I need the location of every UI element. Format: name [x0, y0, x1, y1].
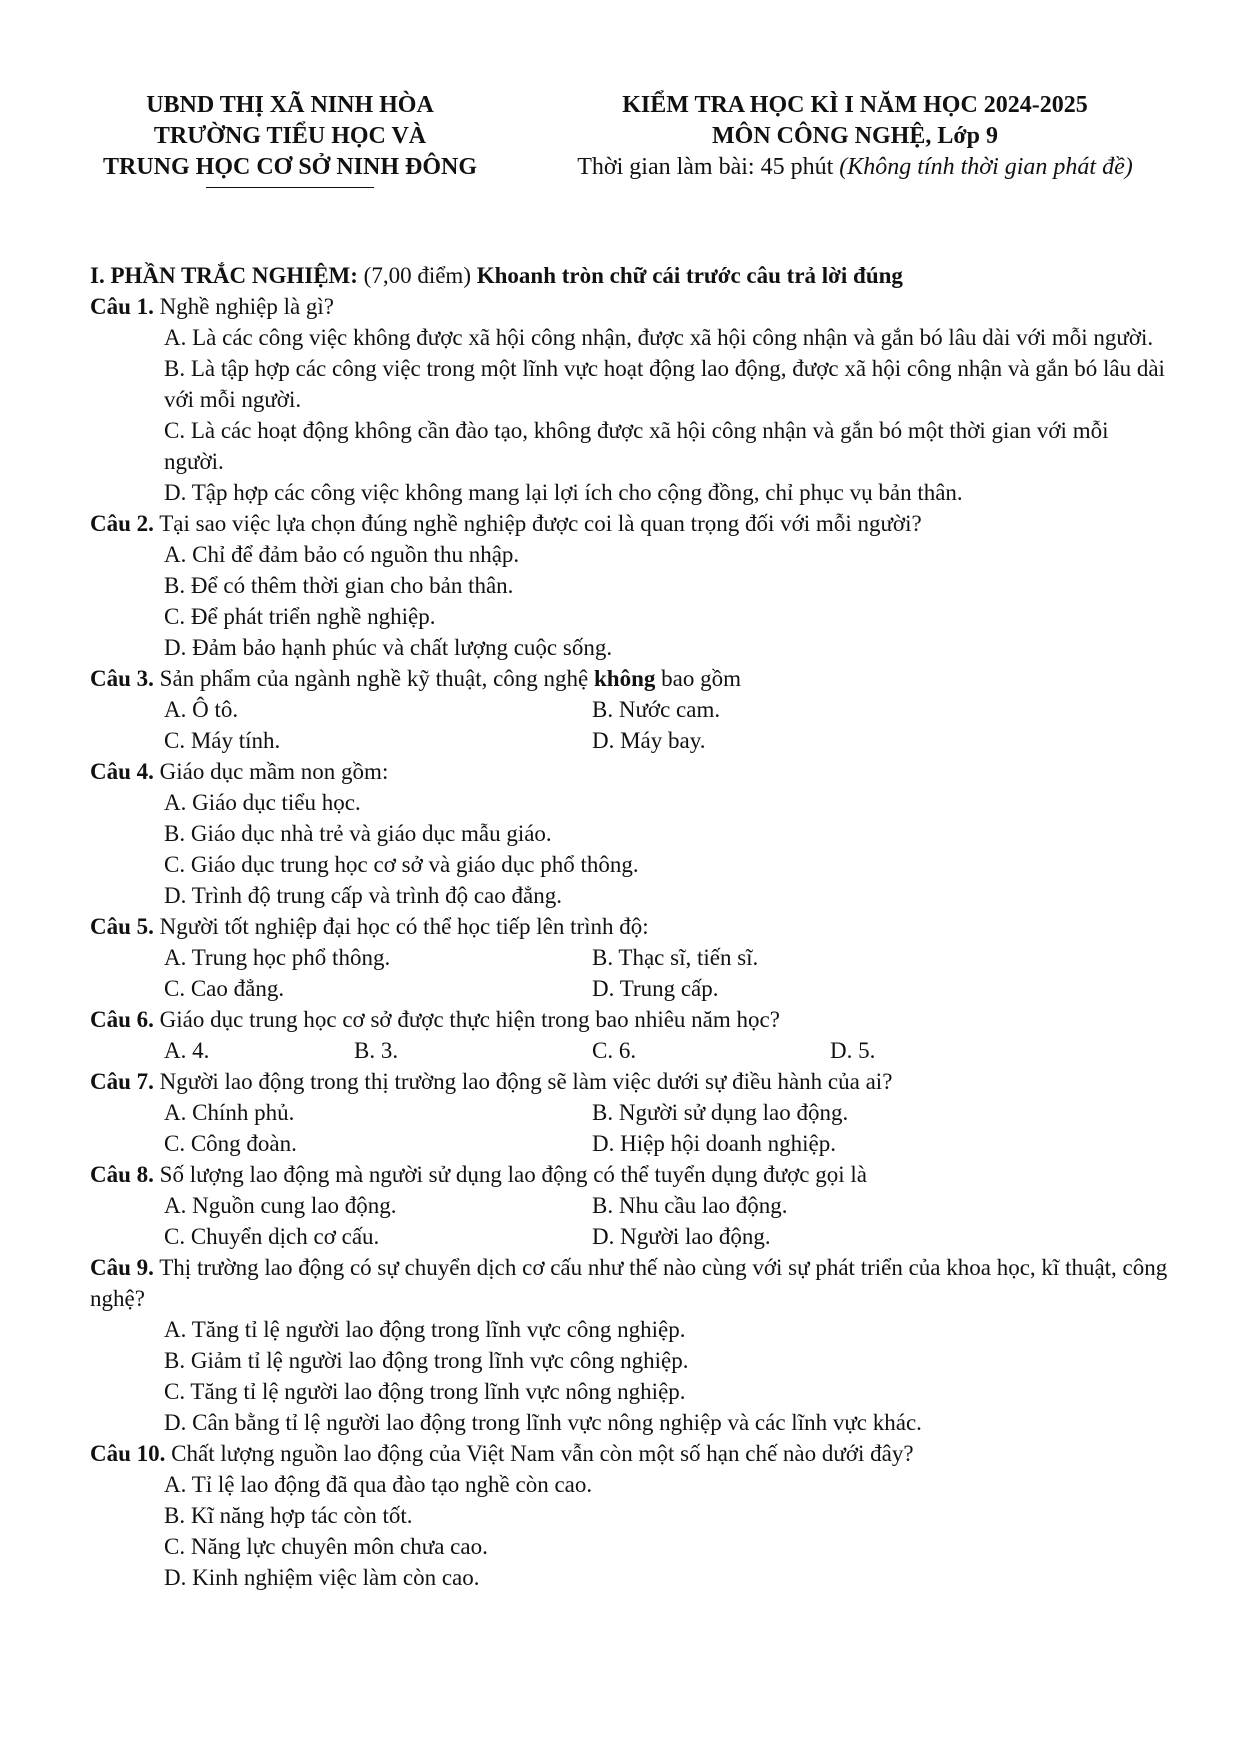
option-d[interactable]: D. Máy bay.	[592, 728, 706, 753]
option-d[interactable]: D. Hiệp hội doanh nghiệp.	[592, 1131, 837, 1156]
option-d[interactable]: D. Trình độ trung cấp và trình độ cao đẳng.	[164, 883, 562, 908]
option-c[interactable]: C. Chuyển dịch cơ cấu.	[164, 1224, 380, 1249]
options-row	[90, 973, 1170, 1004]
question-text: Nghề nghiệp là gì?	[159, 294, 335, 319]
option-a[interactable]: A. Ô tô.	[164, 697, 239, 722]
option-c[interactable]: C. Cao đẳng.	[164, 976, 285, 1001]
exam-subject: MÔN CÔNG NGHỆ, Lớp 9	[712, 123, 998, 149]
question-label: Câu 5.	[90, 914, 154, 939]
option-d[interactable]: D. 5.	[830, 1038, 876, 1063]
options-row	[90, 942, 1170, 973]
exam-title: KIỂM TRA HỌC KÌ I NĂM HỌC 2024-2025	[622, 92, 1088, 118]
school-name-line-2: TRUNG HỌC CƠ SỞ NINH ĐÔNG	[102, 154, 478, 180]
question-text: Tại sao việc lựa chọn đúng nghề nghiệp được coi là quan trọng đối với mỗi người?	[159, 511, 922, 536]
option-b[interactable]: B. Nước cam.	[592, 697, 721, 722]
section-points: (7,00 điểm)	[363, 263, 471, 288]
option-b[interactable]: B. Nhu cầu lao động.	[592, 1193, 788, 1218]
question-7	[90, 1066, 1170, 1159]
question-label: Câu 4.	[90, 759, 154, 784]
option-b[interactable]: B. Thạc sĩ, tiến sĩ.	[592, 945, 759, 970]
option-b[interactable]: B. Giảm tỉ lệ người lao động trong lĩnh vực công nghiệp.	[164, 1348, 689, 1373]
exam-time-note: (Không tính thời gian phát đề)	[839, 154, 1133, 180]
section-heading	[90, 260, 1170, 291]
exam-time	[530, 152, 1180, 183]
option-c[interactable]: C. Là các hoạt động không cần đào tạo, không được xã hội công nhận và gắn bó một thời gian với mỗi người.	[164, 418, 1109, 474]
option-d[interactable]: D. Kinh nghiệm việc làm còn cao.	[164, 1565, 480, 1590]
question-label: Câu 7.	[90, 1069, 154, 1094]
option-c[interactable]: C. Tăng tỉ lệ người lao động trong lĩnh vực nông nghiệp.	[164, 1379, 686, 1404]
option-d[interactable]: D. Người lao động.	[592, 1224, 771, 1249]
option-a[interactable]: A. Tỉ lệ lao động đã qua đào tạo nghề còn cao.	[164, 1472, 593, 1497]
options-row	[90, 1035, 1170, 1066]
options-row	[90, 694, 1170, 725]
question-label: Câu 8.	[90, 1162, 154, 1187]
question-1	[90, 291, 1170, 508]
question-label: Câu 6.	[90, 1007, 154, 1032]
question-6	[90, 1004, 1170, 1066]
options-row	[90, 1190, 1170, 1221]
option-a[interactable]: A. Chính phủ.	[164, 1100, 295, 1125]
question-text: Sản phẩm của ngành nghề kỹ thuật, công nghệ	[159, 666, 589, 691]
option-a[interactable]: A. Tăng tỉ lệ người lao động trong lĩnh vực công nghiệp.	[164, 1317, 686, 1342]
option-a[interactable]: A. Trung học phổ thông.	[164, 945, 391, 970]
option-c[interactable]: C. Công đoàn.	[164, 1131, 297, 1156]
question-4	[90, 756, 1170, 911]
option-b[interactable]: B. Là tập hợp các công việc trong một lĩnh vực hoạt động lao động, được xã hội công nhận và gắn bó lâu dài với mỗi người.	[164, 356, 1165, 412]
question-text: Thị trường lao động có sự chuyển dịch cơ cấu như thế nào cùng với sự phát triển của khoa học, kĩ thuật, công nghệ?	[90, 1255, 1168, 1311]
options-row	[90, 1097, 1170, 1128]
option-b[interactable]: B. 3.	[354, 1038, 399, 1063]
option-c[interactable]: C. Máy tính.	[164, 728, 281, 753]
question-3	[90, 663, 1170, 756]
school-name-line-1: TRƯỜNG TIỂU HỌC VÀ	[153, 123, 427, 149]
option-b[interactable]: B. Để có thêm thời gian cho bản thân.	[164, 573, 514, 598]
question-text: Người tốt nghiệp đại học có thể học tiếp lên trình độ:	[159, 914, 649, 939]
question-text: Giáo dục trung học cơ sở được thực hiện trong bao nhiêu năm học?	[159, 1007, 780, 1032]
question-label: Câu 9.	[90, 1255, 154, 1280]
option-b[interactable]: B. Kĩ năng hợp tác còn tốt.	[164, 1503, 413, 1528]
question-label: Câu 10.	[90, 1441, 166, 1466]
district-name: UBND THỊ XÃ NINH HÒA	[146, 92, 434, 118]
exam-header	[530, 90, 1180, 183]
option-c[interactable]: C. Giáo dục trung học cơ sở và giáo dục phổ thông.	[164, 852, 639, 877]
option-d[interactable]: D. Cân bằng tỉ lệ người lao động trong lĩnh vực nông nghiệp và các lĩnh vực khác.	[164, 1410, 922, 1435]
option-c[interactable]: C. Để phát triển nghề nghiệp.	[164, 604, 436, 629]
exam-duration: Thời gian làm bài: 45 phút	[577, 154, 834, 180]
question-text: Người lao động trong thị trường lao động sẽ làm việc dưới sự điều hành của ai?	[159, 1069, 893, 1094]
question-text: Giáo dục mầm non gồm:	[159, 759, 389, 784]
question-2	[90, 508, 1170, 663]
option-a[interactable]: A. Giáo dục tiểu học.	[164, 790, 361, 815]
option-d[interactable]: D. Trung cấp.	[592, 976, 719, 1001]
question-text: Chất lượng nguồn lao động của Việt Nam vẫn còn một số hạn chế nào dưới đây?	[171, 1441, 914, 1466]
question-text: Số lượng lao động mà người sử dụng lao động có thể tuyển dụng được gọi là	[159, 1162, 867, 1187]
option-a[interactable]: A. Nguồn cung lao động.	[164, 1193, 397, 1218]
question-5	[90, 911, 1170, 1004]
exam-content	[90, 260, 1170, 1593]
question-label: Câu 3.	[90, 666, 154, 691]
option-c[interactable]: C. Năng lực chuyên môn chưa cao.	[164, 1534, 488, 1559]
option-b[interactable]: B. Người sử dụng lao động.	[592, 1100, 849, 1125]
options-row	[90, 725, 1170, 756]
question-emphasis: không	[594, 666, 656, 691]
question-8	[90, 1159, 1170, 1252]
section-instruction: Khoanh tròn chữ cái trước câu trả lời đúng	[476, 263, 903, 288]
option-d[interactable]: D. Tập hợp các công việc không mang lại lợi ích cho cộng đồng, chỉ phục vụ bản thân.	[164, 480, 963, 505]
options-row	[90, 1221, 1170, 1252]
question-label: Câu 1.	[90, 294, 154, 319]
option-a[interactable]: A. Chỉ để đảm bảo có nguồn thu nhập.	[164, 542, 520, 567]
question-label: Câu 2.	[90, 511, 154, 536]
header-divider	[206, 187, 374, 188]
school-header	[70, 90, 510, 188]
question-9	[90, 1252, 1170, 1438]
options-row	[90, 1128, 1170, 1159]
question-text-end: bao gồm	[661, 666, 741, 691]
section-title: I. PHẦN TRẮC NGHIỆM:	[90, 263, 358, 288]
option-a[interactable]: A. Là các công việc không được xã hội công nhận, được xã hội công nhận và gắn bó lâu dài với mỗi người.	[164, 325, 1154, 350]
option-c[interactable]: C. 6.	[592, 1038, 637, 1063]
question-10	[90, 1438, 1170, 1593]
option-b[interactable]: B. Giáo dục nhà trẻ và giáo dục mẫu giáo.	[164, 821, 552, 846]
option-a[interactable]: A. 4.	[164, 1038, 210, 1063]
option-d[interactable]: D. Đảm bảo hạnh phúc và chất lượng cuộc sống.	[164, 635, 613, 660]
